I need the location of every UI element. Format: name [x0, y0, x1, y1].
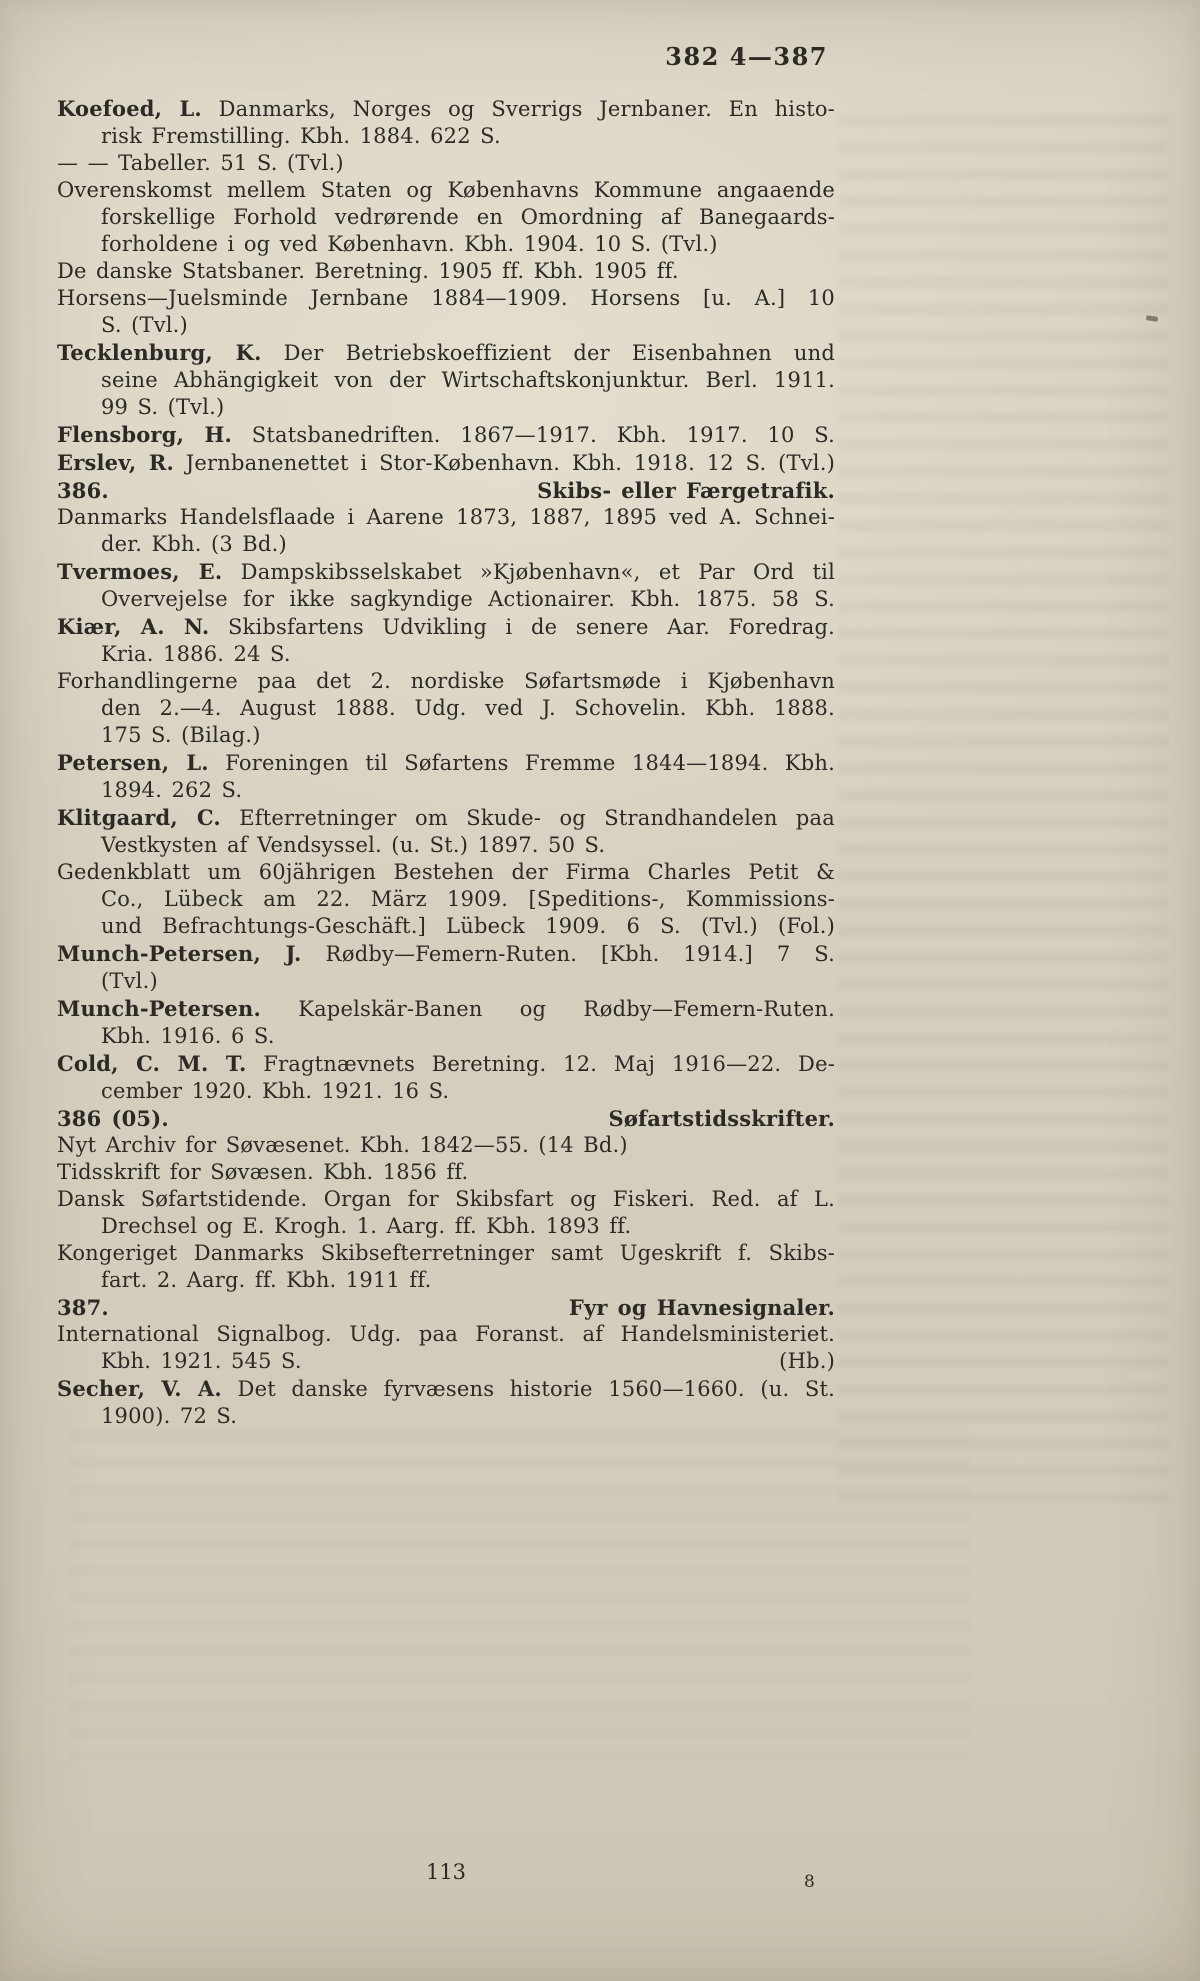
bibliography-entry	[57, 558, 835, 613]
bibliography-entry	[57, 339, 835, 421]
entry-line: International Signalbog. Udg. paa Foranst. af Handelsministeriet.	[57, 1322, 835, 1346]
bibliography-entry	[57, 449, 835, 477]
section-number: 386.	[57, 478, 109, 503]
bibliography-entry	[57, 1240, 835, 1294]
bibliography-entry	[57, 95, 835, 150]
section-heading	[57, 1294, 835, 1321]
entry-line: den 2.—4. August 1888. Udg. ved J. Schovelin. Kbh. 1888.	[101, 696, 835, 720]
entry-text: Danmarks, Norges og Sverrigs Jernbaner. En histo-	[218, 97, 835, 121]
entry-line: — — Tabeller. 51 S. (Tvl.)	[57, 151, 344, 175]
section-heading	[57, 1105, 835, 1132]
entry-author: Tecklenburg, K.	[57, 340, 262, 365]
entry-author: Koefoed, L.	[57, 96, 202, 121]
bibliography-entry	[57, 749, 835, 804]
entry-line	[57, 1050, 835, 1078]
entry-line: Danmarks Handelsflaade i Aarene 1873, 1887, 1895 ved A. Schnei-	[57, 505, 835, 529]
entry-line	[57, 940, 835, 968]
bibliography-entry	[57, 150, 835, 177]
bibliography-entry	[57, 177, 835, 258]
entry-line: Dansk Søfartstidende. Organ for Skibsfart og Fiskeri. Red. af L.	[57, 1187, 835, 1211]
entry-line: Horsens—Juelsminde Jernbane 1884—1909. Horsens [u. A.] 10	[57, 286, 835, 310]
running-head: 382 4—387	[665, 42, 828, 71]
scan-artifact	[1146, 315, 1159, 322]
entry-line: der. Kbh. (3 Bd.)	[101, 532, 287, 556]
bibliography-entry	[57, 285, 835, 339]
entry-line: Nyt Archiv for Søvæsenet. Kbh. 1842—55. (14 Bd.)	[57, 1133, 628, 1157]
entry-line: Co., Lübeck am 22. März 1909. [Speditions-, Kommissions-	[101, 887, 835, 911]
bibliography-entry	[57, 804, 835, 859]
entry-author: Cold, C. M. T.	[57, 1051, 247, 1076]
entry-line: Vestkysten af Vendsyssel. (u. St.) 1897. 50 S.	[101, 833, 606, 857]
entry-line	[57, 449, 835, 477]
entry-line	[57, 421, 835, 449]
entry-line	[57, 804, 835, 832]
entry-line: (Tvl.)	[101, 969, 158, 993]
bibliography-entry	[57, 1186, 835, 1240]
entry-text: Efterretninger om Skude- og Strandhandelen paa	[239, 806, 835, 830]
entry-author: Klitgaard, C.	[57, 805, 221, 830]
entry-author: Kiær, A. N.	[57, 614, 210, 639]
bibliography-entry	[57, 1321, 835, 1375]
bibliography-entry	[57, 421, 835, 449]
entry-text: Det danske fyrvæsens historie 1560—1660. (u. St.	[237, 1377, 835, 1401]
page-show-through	[838, 115, 1168, 1505]
entry-line: S. (Tvl.)	[101, 313, 188, 337]
bibliography-entry	[57, 668, 835, 749]
entry-line: 1900). 72 S.	[101, 1404, 238, 1428]
entry-line: Kria. 1886. 24 S.	[101, 642, 291, 666]
entry-line	[57, 1375, 835, 1403]
entry-line	[57, 749, 835, 777]
entry-author: Secher, V. A.	[57, 1376, 222, 1401]
bibliography-entry	[57, 940, 835, 995]
entry-line: 1894. 262 S.	[101, 778, 243, 802]
entry-text: Statsbanedriften. 1867—1917. Kbh. 1917. 10 S.	[251, 423, 835, 447]
entry-line: forskellige Forhold vedrørende en Omordning af Banegaards-	[101, 205, 835, 229]
bibliography-entry	[57, 1159, 835, 1186]
entry-line: Drechsel og E. Krogh. 1. Aarg. ff. Kbh. 1893 ff.	[101, 1214, 632, 1238]
entry-line: fart. 2. Aarg. ff. Kbh. 1911 ff.	[101, 1268, 432, 1292]
entry-author: Flensborg, H.	[57, 422, 233, 447]
entry-line: forholdene i og ved København. Kbh. 1904. 10 S. (Tvl.)	[101, 232, 718, 256]
entry-line: Overenskomst mellem Staten og Københavns Kommune angaaende	[57, 178, 835, 202]
entry-line: cember 1920. Kbh. 1921. 16 S.	[101, 1079, 450, 1103]
entry-text: Jernbanenettet i Stor-København. Kbh. 1918. 12 S. (Tvl.)	[185, 451, 835, 475]
bibliography-entry	[57, 1132, 835, 1159]
entry-text: Fragtnævnets Beretning. 12. Maj 1916—22. De-	[263, 1052, 835, 1076]
entry-text: Der Betriebskoeffizient der Eisenbahnen und	[283, 341, 835, 365]
entry-line	[57, 339, 835, 367]
entry-line: seine Abhängigkeit von der Wirtschaftskonjunktur. Berl. 1911.	[101, 368, 835, 392]
entry-line	[57, 995, 835, 1023]
entry-line: Forhandlingerne paa det 2. nordiske Søfartsmøde i Kjøbenhavn	[57, 669, 835, 693]
entry-text: Foreningen til Søfartens Fremme 1844—1894. Kbh.	[225, 751, 835, 775]
entry-line	[57, 558, 835, 586]
page-number: 113	[425, 1860, 467, 1884]
entry-line: Overvejelse for ikke sagkyndige Actionairer. Kbh. 1875. 58 S.	[101, 587, 835, 611]
entry-line: 175 S. (Bilag.)	[101, 723, 261, 747]
signature-mark: 8	[804, 1872, 815, 1892]
bibliography-entry	[57, 995, 835, 1050]
entry-line	[57, 95, 835, 123]
entry-line: und Befrachtungs-Geschäft.] Lübeck 1909. 6 S. (Tvl.) (Fol.)	[101, 914, 835, 938]
bibliography-entry	[57, 859, 835, 940]
entry-line: risk Fremstilling. Kbh. 1884. 622 S.	[101, 124, 501, 148]
entry-author: Munch-Petersen.	[57, 996, 262, 1021]
page-show-through	[70, 1430, 970, 1760]
entry-line: De danske Statsbaner. Beretning. 1905 ff. Kbh. 1905 ff.	[57, 259, 679, 283]
entry-line: Kbh. 1916. 6 S.	[101, 1024, 275, 1048]
bibliography-entry	[57, 258, 835, 285]
bibliography-entry	[57, 1375, 835, 1430]
section-title: Skibs- eller Færgetrafik.	[537, 478, 835, 503]
entry-text: Dampskibsselskabet »Kjøbenhavn«, et Par Ord til	[240, 560, 835, 584]
entry-text: Kapelskär-Banen og Rødby—Femern-Ruten.	[298, 997, 835, 1021]
entry-text: Kbh. 1921. 545 S.	[101, 1349, 302, 1373]
entry-line	[57, 1348, 835, 1375]
bibliography-entry	[57, 1050, 835, 1105]
entry-author: Munch-Petersen, J.	[57, 941, 302, 966]
entry-author: Erslev, R.	[57, 450, 175, 475]
entry-text: Skibsfartens Udvikling i de senere Aar. Foredrag.	[227, 615, 835, 639]
section-title: Søfartstidsskrifter.	[608, 1106, 835, 1131]
entry-text: Rødby—Femern-Ruten. [Kbh. 1914.] 7 S.	[325, 942, 835, 966]
bibliography-entries	[57, 95, 835, 1430]
section-number: 387.	[57, 1295, 109, 1320]
entry-format-note: (Hb.)	[779, 1349, 835, 1373]
entry-line: Kongeriget Danmarks Skibsefterretninger samt Ugeskrift f. Skibs-	[57, 1241, 835, 1265]
bibliography-entry	[57, 504, 835, 558]
bibliography-entry	[57, 613, 835, 668]
entry-line: 99 S. (Tvl.)	[101, 395, 225, 419]
entry-line: Tidsskrift for Søvæsen. Kbh. 1856 ff.	[57, 1160, 469, 1184]
section-heading	[57, 477, 835, 504]
entry-line: Gedenkblatt um 60jährigen Bestehen der Firma Charles Petit &	[57, 860, 835, 884]
entry-author: Petersen, L.	[57, 750, 209, 775]
entry-author: Tvermoes, E.	[57, 559, 223, 584]
section-number: 386 (05).	[57, 1106, 169, 1131]
entry-line	[57, 613, 835, 641]
section-title: Fyr og Havnesignaler.	[568, 1295, 835, 1320]
